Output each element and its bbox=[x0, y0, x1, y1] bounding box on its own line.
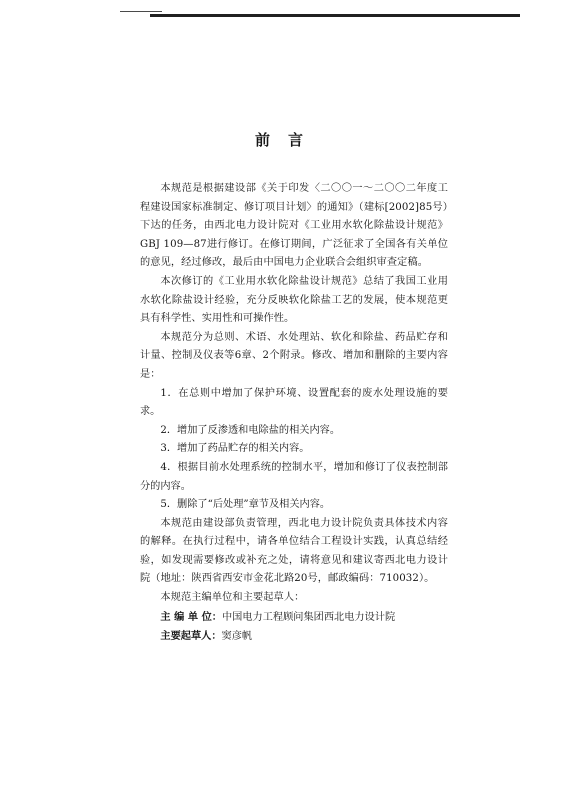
main-drafter-value: 窦彦帆 bbox=[221, 631, 253, 643]
paragraph-structure: 本规范分为总则、术语、水处理站、软化和除盐、药品贮存和计量、控制及仪表等6章、2个附录。修改、增加和删除的主要内容是： bbox=[140, 331, 448, 380]
paragraph-management: 本规范由建设部负责管理，西北电力设计院负责具体技术内容的解释。在执行过程中，请各单位结合工程设计实践，认真总结经验，如发现需要修改或补充之处，请将意见和建议寄西北电力设计院（地址：陕西省西安市金花北路20号，邮政编码：710032）。 bbox=[140, 517, 448, 585]
change-item-3: 3．增加了药品贮存的相关内容。 bbox=[160, 443, 310, 455]
top-thin-rule bbox=[120, 11, 162, 12]
paragraph-summary: 本次修订的《工业用水软化除盐设计规范》总结了我国工业用水软化除盐设计经验，充分反映软化除盐工艺的发展，使本规范更具有科学性、实用性和可操作性。 bbox=[140, 275, 448, 325]
body-text bbox=[140, 180, 448, 647]
change-item-4: 4．根据目前水处理系统的控制水平，增加和修订了仪表控制部分的内容。 bbox=[140, 461, 448, 492]
page-title: 前言 bbox=[254, 131, 321, 149]
top-rule bbox=[150, 14, 520, 17]
paragraph-origin: 本规范是根据建设部《关于印发〈二〇〇一～二〇〇二年度工程建设国家标准制定、修订项目计划〉的通知》（建标[2002]85号）下达的任务，由西北电力设计院对《工业用水软化除盐设计规范》GBJ 109—87进行修订。在修订期间，广泛征求了全国各有关单位的意见，经过修改，最后由中国电力企业联合会组织审查定稿。 bbox=[140, 183, 448, 269]
chief-unit-value: 中国电力工程顾问集团西北电力设计院 bbox=[221, 611, 396, 623]
main-drafter-label: 主要起草人： bbox=[160, 630, 222, 643]
change-item-2: 2．增加了反渗透和电除盐的相关内容。 bbox=[160, 424, 341, 436]
paragraph-drafters-intro: 本规范主编单位和主要起草人： bbox=[160, 592, 305, 604]
change-item-1: 1．在总则中增加了保护环境、设置配套的废水处理设施的要求。 bbox=[140, 387, 448, 418]
main-drafter-row bbox=[140, 627, 448, 647]
chief-unit-label: 主 编 单 位： bbox=[160, 610, 222, 623]
chief-unit-row bbox=[140, 608, 448, 628]
change-item-5: 5．删除了“后处理”章节及相关内容。 bbox=[160, 499, 331, 511]
